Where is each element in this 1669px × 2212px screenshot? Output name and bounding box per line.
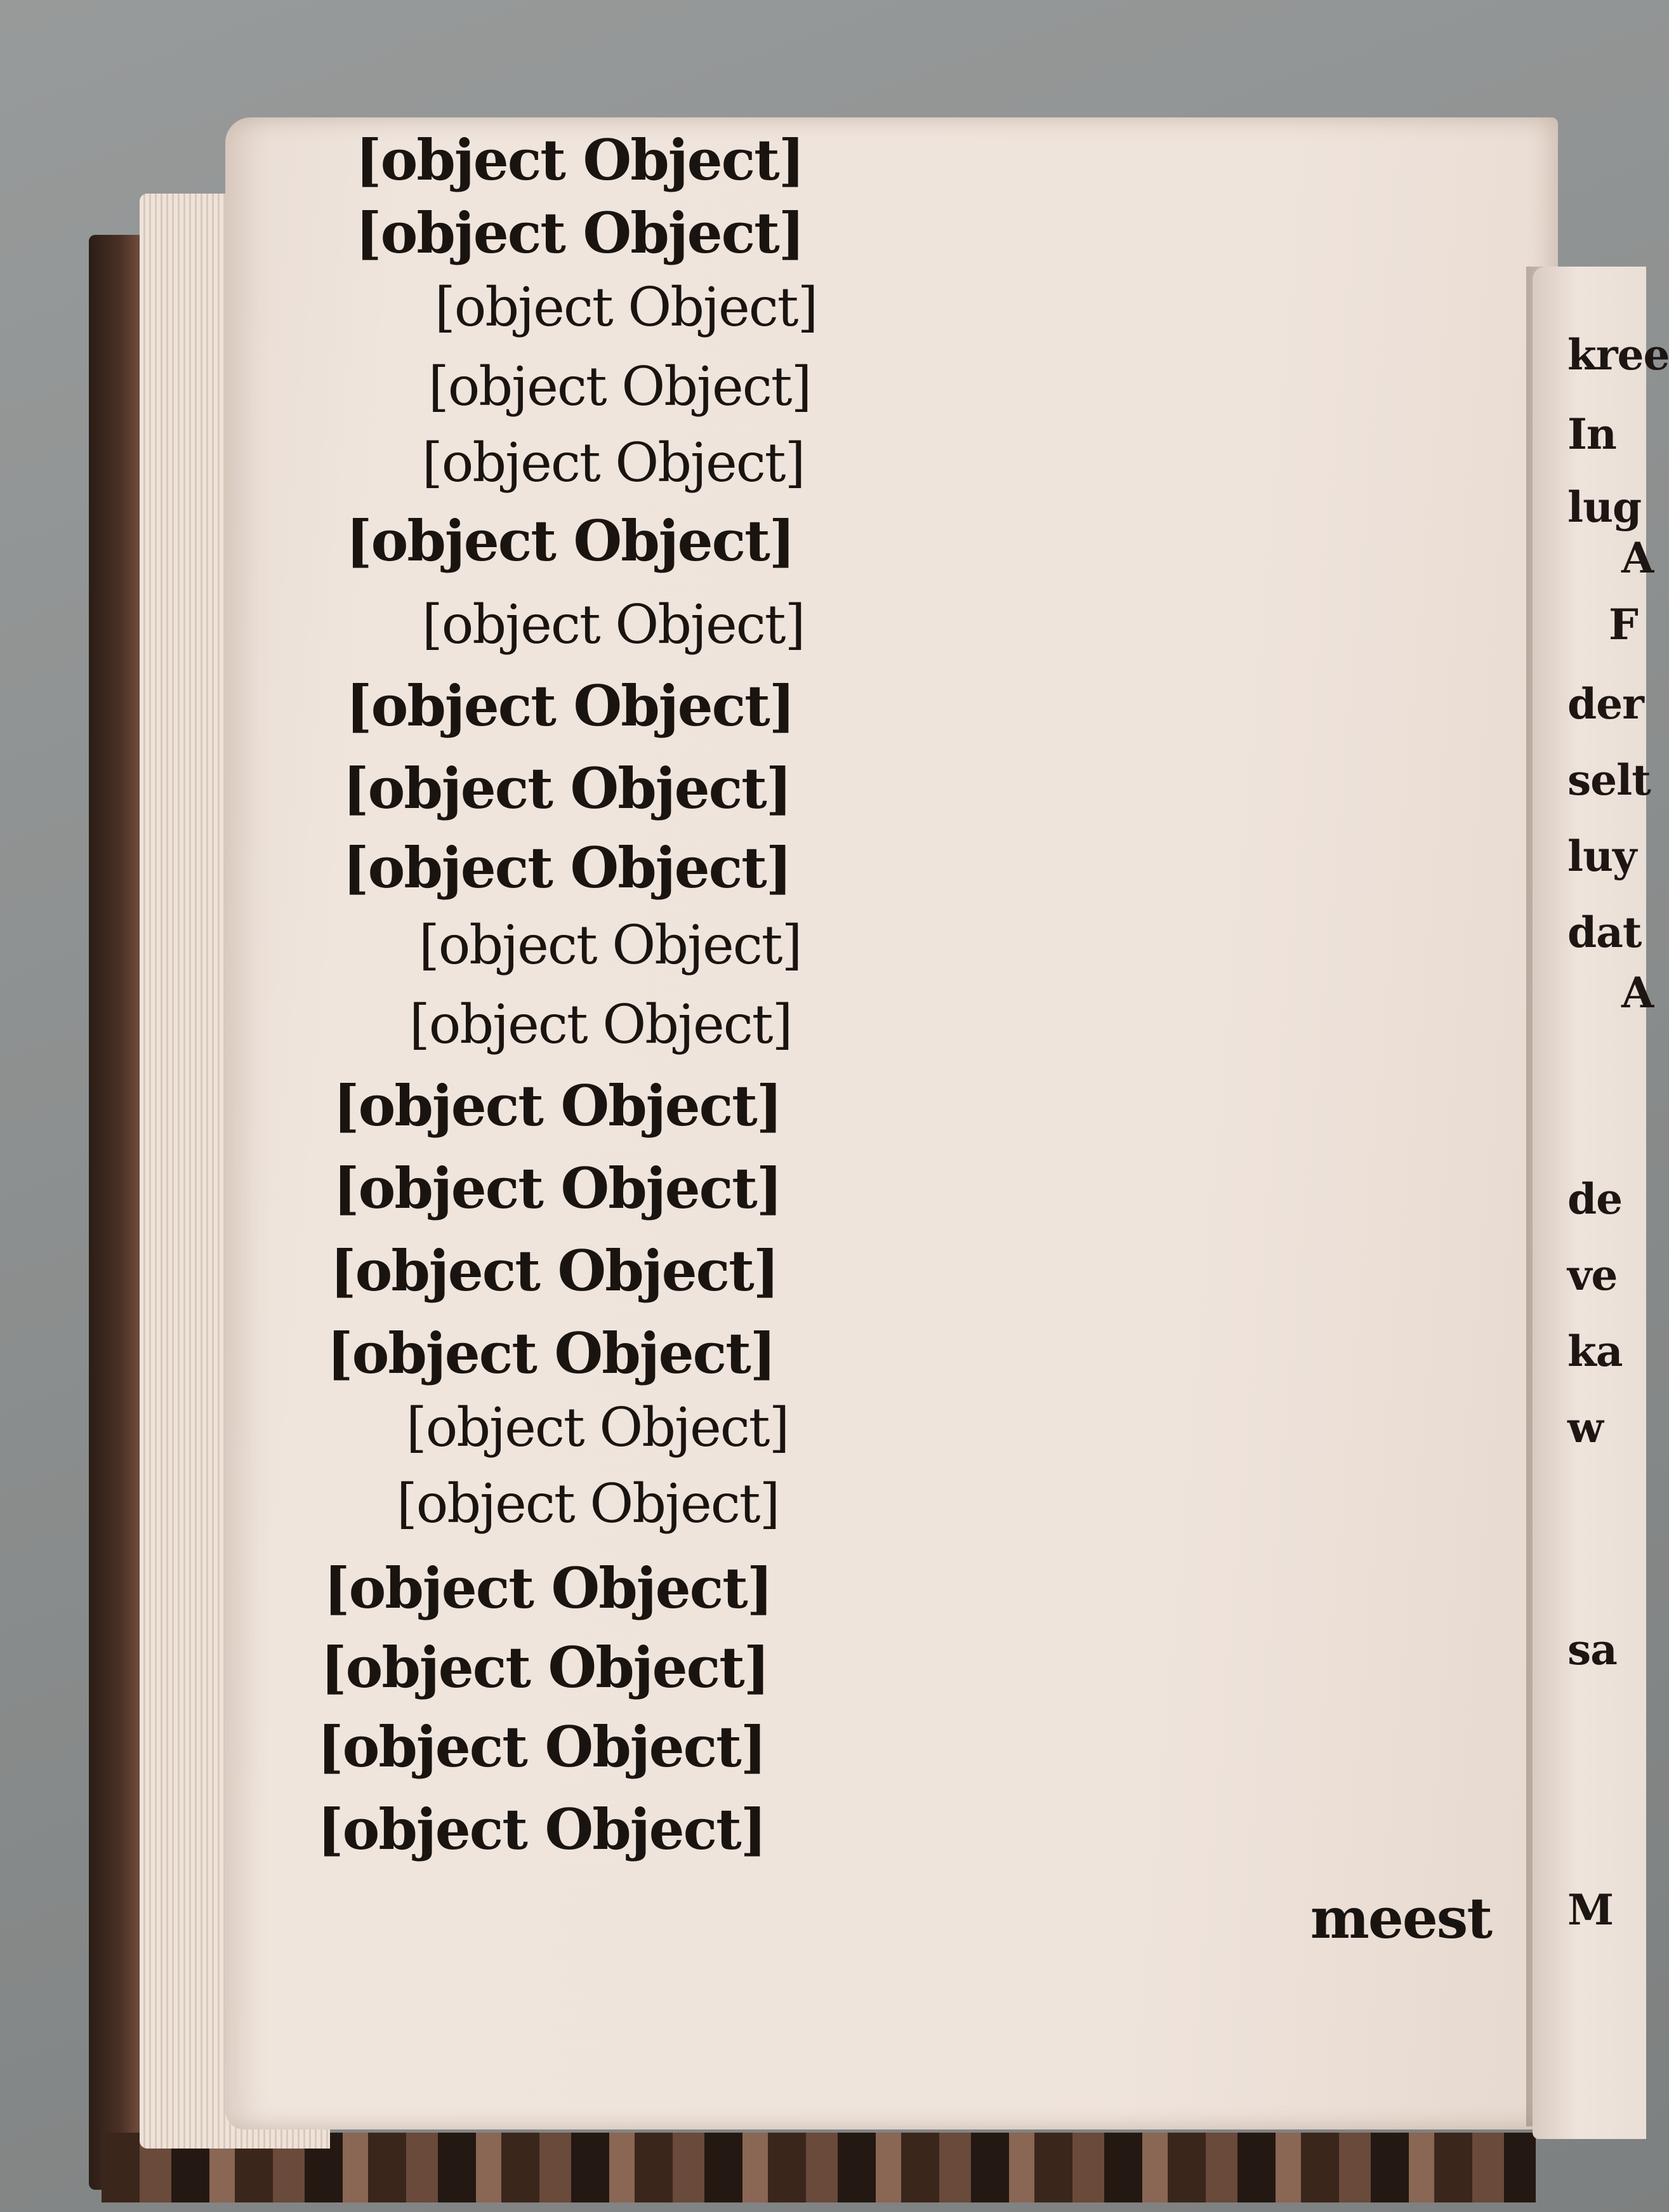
facing-fragment: A [1621,533,1654,583]
text-line: [object Object] [343,835,791,901]
text-line: [object Object] [435,276,817,338]
text-line: [object Object] [330,1238,779,1304]
text-line: [object Object] [333,1155,782,1221]
facing-fragment: ka [1567,1327,1623,1376]
facing-fragment: selt [1567,755,1651,805]
facing-fragment: M [1567,1885,1614,1935]
text-line: [object Object] [324,1555,772,1621]
text-line: [object Object] [406,1396,789,1459]
text-line: [object Object] [346,508,795,574]
facing-fragment: A [1621,968,1654,1017]
facing-fragment: dat [1567,908,1642,957]
right-page [1533,267,1669,2139]
text-line: [object Object] [428,355,811,418]
open-book [44,57,1669,2183]
text-line: [object Object] [346,673,795,739]
text-line: [object Object] [355,127,804,193]
facing-fragment: w [1567,1403,1603,1452]
text-line: [object Object] [343,755,791,821]
text-line: [object Object] [422,593,805,656]
facing-fragment: de [1567,1174,1623,1224]
text-line: [object Object] [409,993,792,1056]
text-line: [object Object] [333,1073,782,1139]
facing-fragment: In [1567,409,1616,459]
facing-fragment: sa [1567,1625,1617,1674]
facing-fragment: luy [1567,831,1637,881]
facing-fragment: F [1609,600,1638,649]
text-line: [object Object] [422,432,805,494]
facing-fragment: der [1567,679,1644,729]
text-line: [object Object] [317,1714,766,1780]
text-line: [object Object] [317,1796,766,1862]
catchword: meest [1310,1885,1491,1951]
facing-fragment: lug [1567,482,1642,532]
text-line: [object Object] [355,200,804,266]
facing-fragment: kree [1567,330,1669,380]
text-line: [object Object] [320,1634,769,1700]
facing-fragment: ve [1567,1250,1618,1300]
text-line: [object Object] [327,1320,775,1386]
text-line: [object Object] [419,914,802,976]
text-line: [object Object] [397,1473,779,1535]
